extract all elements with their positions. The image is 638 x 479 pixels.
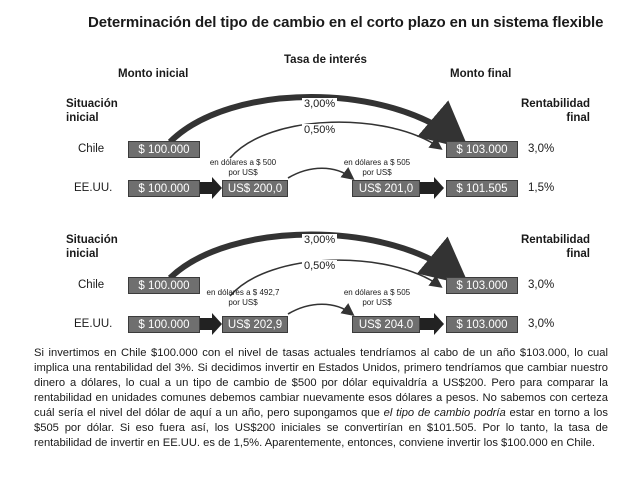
explanation-paragraph <box>34 346 608 451</box>
header-monto-inicial: Monto inicial <box>118 68 189 80</box>
rate-05pct-1: 0,50% <box>304 124 336 136</box>
conversion-note-2: en dólares a $ 505 por US$ <box>343 158 411 177</box>
arrow-us-3 <box>198 313 222 335</box>
arrow-us-1 <box>198 177 222 199</box>
chile-final-box-2: $ 103.000 <box>446 277 518 294</box>
chile-initial-box-1: $ 100.000 <box>128 141 200 158</box>
rentabilidad-final-label-2: Rentabilidad final <box>520 234 590 260</box>
situacion-inicial-label-2: Situación inicial <box>66 234 118 260</box>
chile-return-2: 3,0% <box>528 279 555 291</box>
us-final-box-2: $ 103.000 <box>446 316 518 333</box>
conversion-note-4: en dólares a $ 505 por US$ <box>343 288 411 307</box>
situacion-inicial-label-1: Situación inicial <box>66 98 118 124</box>
paragraph-emphasis: el tipo de cambio podría <box>383 407 506 419</box>
us-usd-box-2: US$ 202,9 <box>222 316 288 333</box>
arrow-us-2 <box>420 177 444 199</box>
figure-title: Determinación del tipo de cambio en el corto plazo en un sistema flexible <box>88 14 604 31</box>
chile-label-2: Chile <box>78 279 105 291</box>
rate-05pct-2: 0,50% <box>304 260 336 272</box>
conversion-note-3: en dólares a $ 492,7 por US$ <box>206 288 280 307</box>
us-usd-final-box-2: US$ 204.0 <box>352 316 420 333</box>
paragraph-part-1: Si invertimos en Chile $100.000 con el nivel de tasas actuales tendríamos al cabo de un año $103.000, lo cual implica una rentabilidad del 3%. Si decidimos invertir en Estados Unidos, primero tendríamos que cambiar nuestro dinero a dólares, lo cual a un tipo de cambio de $500 por dólar equivaldría a US$200. Pero para comparar la rentabilidad en unidades comunes debemos cambiar nuevamente esos dólares a pesos. No sabemos con certeza cuál sería el nivel del dólar de aquí a un año, pero supongamos que <box>34 347 608 419</box>
us-final-box-1: $ 101.505 <box>446 180 518 197</box>
us-usd-box-1: US$ 200,0 <box>222 180 288 197</box>
chile-return-1: 3,0% <box>528 143 555 155</box>
us-label-1: EE.UU. <box>74 182 113 194</box>
header-monto-final: Monto final <box>450 68 512 80</box>
us-label-2: EE.UU. <box>74 318 113 330</box>
chile-final-box-1: $ 103.000 <box>446 141 518 158</box>
chile-label-1: Chile <box>78 143 105 155</box>
arrow-us-4 <box>420 313 444 335</box>
conversion-note-1: en dólares a $ 500 por US$ <box>209 158 277 177</box>
paragraph-part-2: estar en torno a los $505 por dólar. Si eso fuera así, los US$200 iniciales se convertirían en $101.505. Por lo tanto, la tasa de rentabilidad de invertir en EE.UU. es de 1,5%. Aparentemente, entonces, conviene invertir los $100.000 en Chile. <box>34 407 608 449</box>
rentabilidad-final-label-1: Rentabilidad final <box>520 98 590 124</box>
us-return-1: 1,5% <box>528 182 555 194</box>
us-usd-final-box-1: US$ 201,0 <box>352 180 420 197</box>
us-initial-box-1: $ 100.000 <box>128 180 200 197</box>
us-initial-box-2: $ 100.000 <box>128 316 200 333</box>
us-return-2: 3,0% <box>528 318 555 330</box>
rate-3pct-1: 3,00% <box>304 98 336 110</box>
header-tasa-interes: Tasa de interés <box>284 54 367 66</box>
chile-initial-box-2: $ 100.000 <box>128 277 200 294</box>
rate-3pct-2: 3,00% <box>304 234 336 246</box>
